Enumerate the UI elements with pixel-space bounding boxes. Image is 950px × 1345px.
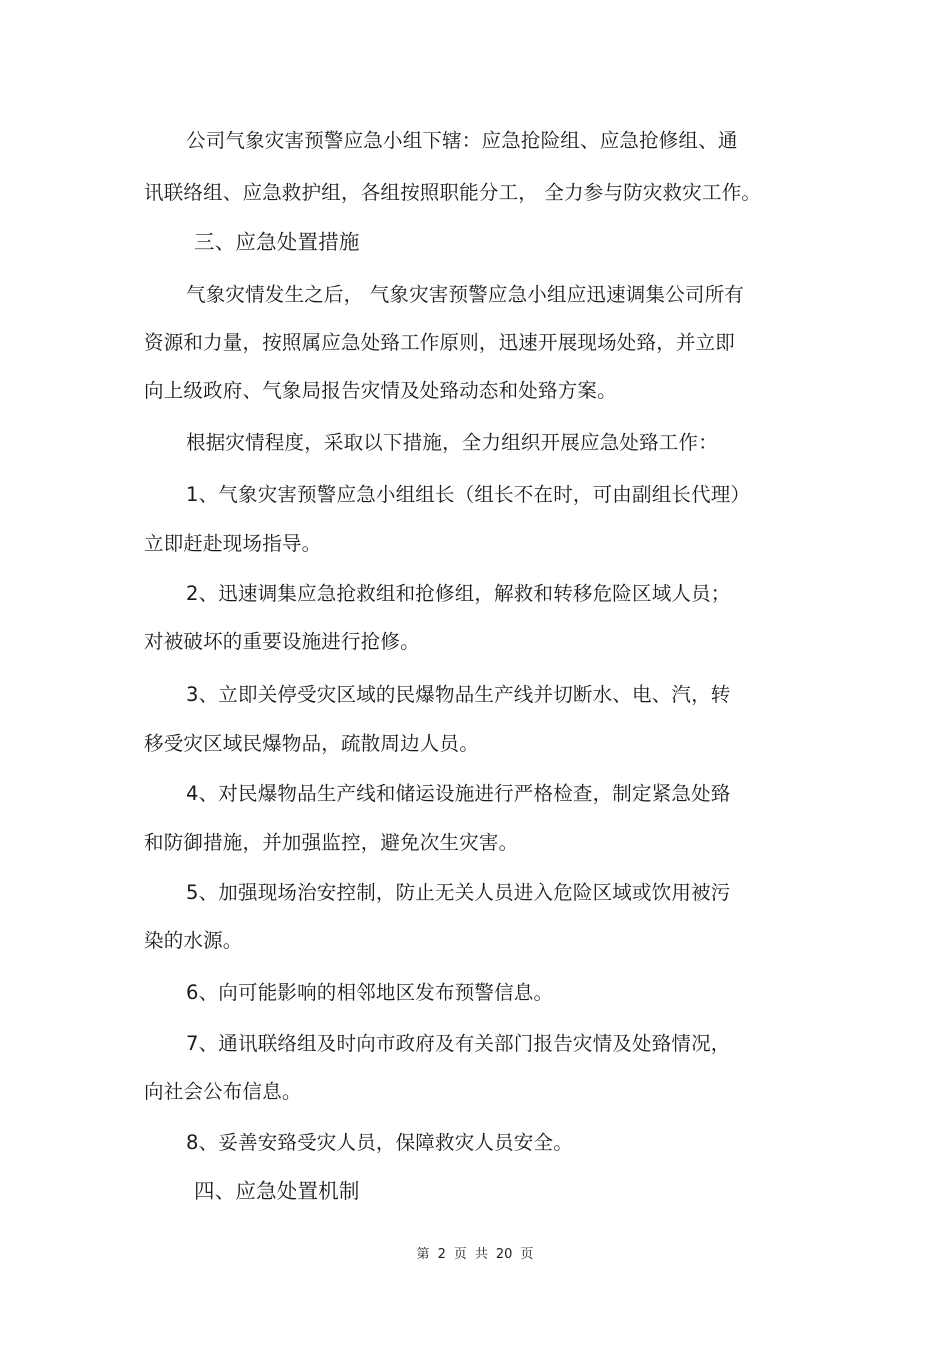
footer-suffix: 页 [520, 1247, 534, 1262]
list-item-line: 向社会公布信息。 [144, 1080, 302, 1103]
list-item-line: 染的水源。 [144, 929, 243, 952]
page-footer [0, 1246, 950, 1264]
paragraph-line: 讯联络组、应急救护组，各组按照职能分工， 全力参与防灾救灾工作。 [144, 181, 762, 204]
list-item-line: 5、加强现场治安控制，防止无关人员进入危险区域或饮用被污 [186, 881, 731, 904]
footer-prefix: 第 [416, 1247, 430, 1262]
list-item-line: 对被破坏的重要设施进行抢修。 [144, 630, 420, 653]
list-item-line: 8、妥善安臵受灾人员，保障救灾人员安全。 [186, 1131, 573, 1154]
footer-current-page: 2 [437, 1247, 446, 1262]
footer-page-word: 页 [453, 1247, 467, 1262]
paragraph-line: 资源和力量，按照属应急处臵工作原则，迅速开展现场处臵，并立即 [144, 331, 736, 354]
footer-total-word: 共 [474, 1247, 488, 1262]
section-heading: 四、应急处置机制 [194, 1179, 360, 1203]
paragraph-line: 根据灾情程度，采取以下措施，全力组织开展应急处臵工作： [186, 431, 718, 454]
list-item-line: 和防御措施，并加强监控，避免次生灾害。 [144, 831, 519, 854]
footer-total-pages: 20 [495, 1247, 513, 1262]
section-heading: 三、应急处置措施 [194, 230, 360, 254]
list-item-line: 立即赶赴现场指导。 [144, 532, 322, 555]
paragraph-line: 向上级政府、气象局报告灾情及处臵动态和处臵方案。 [144, 379, 617, 402]
list-item-line: 1、气象灾害预警应急小组组长（组长不在时，可由副组长代理） [186, 483, 751, 506]
list-item-line: 2、迅速调集应急抢救组和抢修组，解救和转移危险区域人员； [186, 582, 731, 605]
list-item-line: 4、对民爆物品生产线和储运设施进行严格检查，制定紧急处臵 [186, 782, 731, 805]
paragraph-line: 公司气象灾害预警应急小组下辖：应急抢险组、应急抢修组、通 [186, 129, 738, 152]
list-item-line: 7、通讯联络组及时向市政府及有关部门报告灾情及处臵情况， [186, 1032, 731, 1055]
list-item-line: 6、向可能影响的相邻地区发布预警信息。 [186, 981, 554, 1004]
paragraph-line: 气象灾情发生之后， 气象灾害预警应急小组应迅速调集公司所有 [186, 283, 744, 306]
list-item-line: 移受灾区域民爆物品，疏散周边人员。 [144, 732, 479, 755]
list-item-line: 3、立即关停受灾区域的民爆物品生产线并切断水、电、汽，转 [186, 683, 731, 706]
